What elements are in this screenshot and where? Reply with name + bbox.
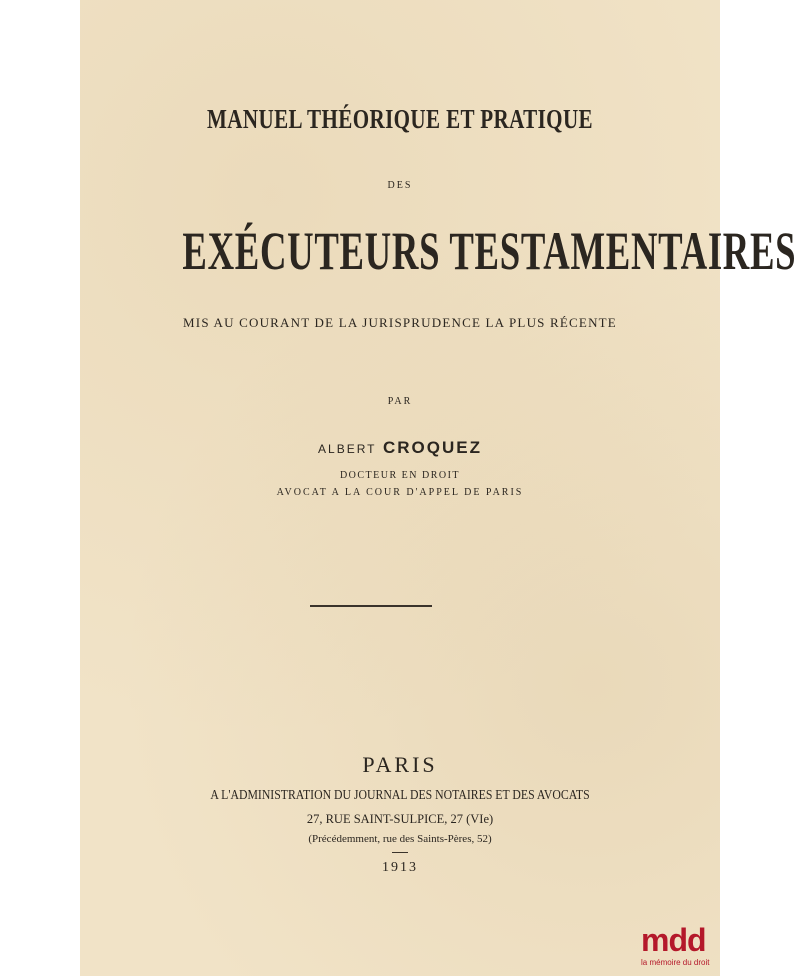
publisher: A L'ADMINISTRATION DU JOURNAL DES NOTAIRES ET DES AVOCATS <box>210 788 590 803</box>
publication-city: PARIS <box>362 752 438 777</box>
title-des: DES <box>387 180 413 191</box>
title-page <box>80 0 797 976</box>
author-degree: DOCTEUR EN DROIT <box>339 470 461 481</box>
divider-rule <box>310 605 432 607</box>
publisher-address: 27, RUE SAINT-SULPICE, 27 (VIe) <box>306 812 494 826</box>
previous-address: (Précédemment, rue des Saints-Pères, 52) <box>308 833 492 845</box>
author-position: AVOCAT A LA COUR D'APPEL DE PARIS <box>276 487 524 498</box>
par-label: PAR <box>387 396 413 407</box>
author-name <box>80 438 720 458</box>
logo-mark: mdd <box>641 922 706 958</box>
publication-year: 1913 <box>382 860 418 875</box>
subtitle: MIS AU COURANT DE LA JURISPRUDENCE LA PLUS RÉCENTE <box>183 315 617 330</box>
title-line1: MANUEL THÉORIQUE ET PRATIQUE <box>206 104 593 134</box>
year-dash <box>392 852 408 853</box>
main-title: EXÉCUTEURS TESTAMENTAIRES <box>182 221 797 281</box>
mdd-logo <box>641 924 719 967</box>
author-first-name: ALBERT <box>318 442 377 456</box>
logo-caption: la mémoire du droit <box>641 958 710 967</box>
author-last-name: CROQUEZ <box>382 438 482 457</box>
